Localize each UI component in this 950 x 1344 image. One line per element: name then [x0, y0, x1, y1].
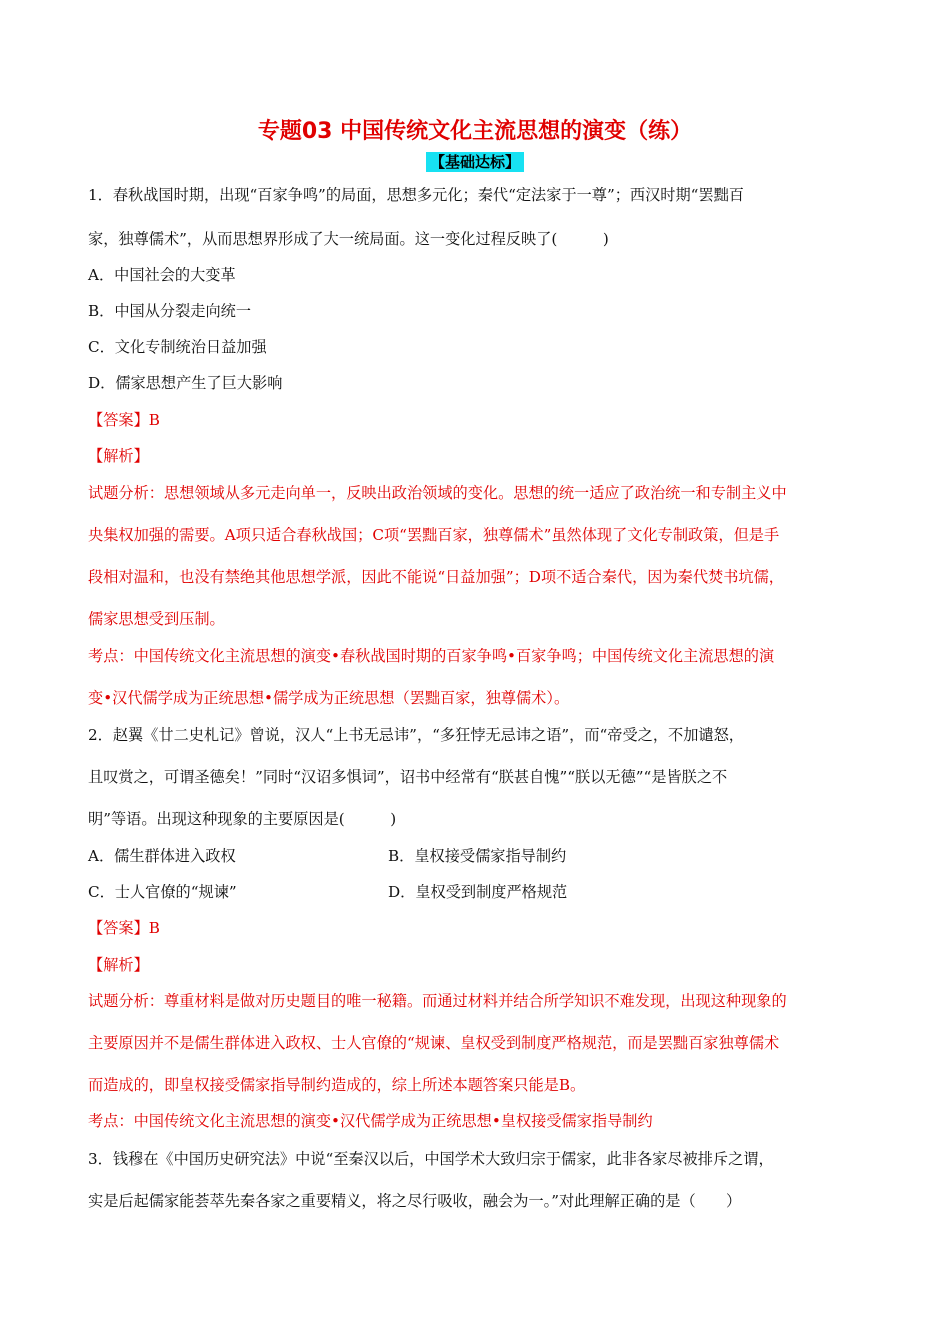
- q2-option-d: D．皇权受到制度严格规范: [388, 883, 568, 901]
- q2-options-row2: [88, 881, 878, 903]
- q1-analysis-line: 段相对温和，也没有禁绝其他思想学派，因此不能说“日益加强”；D项不适合秦代，因为秦代焚书坑儒，: [88, 568, 784, 586]
- q1-answer: 【答案】B: [88, 411, 160, 429]
- q2-stem-line1: 2．赵翼《廿二史札记》曾说，汉人“上书无忌讳”，“多狂悖无忌讳之语”，而“帝受之，不加谴怒，: [88, 726, 744, 744]
- section-label: 【基础达标】: [0, 151, 950, 172]
- q2-answer: 【答案】B: [88, 919, 160, 937]
- q2-options-row1: [88, 845, 878, 867]
- q2-kaodian: 考点：中国传统文化主流思想的演变•汉代儒学成为正统思想•皇权接受儒家指导制约: [88, 1112, 653, 1130]
- q1-analysis-label: 【解析】: [88, 447, 149, 465]
- q2-option-c: C．士人官僚的“规谏”: [88, 883, 237, 901]
- q2-option-a: A．儒生群体进入政权: [88, 847, 236, 865]
- page-title: 专题03 中国传统文化主流思想的演变（练）: [257, 119, 693, 144]
- q1-option-a: A．中国社会的大变革: [88, 266, 236, 284]
- q2-stem-line3: 明”等语。出现这种现象的主要原因是( ): [88, 810, 397, 828]
- q1-stem-line2: 家，独尊儒术”，从而思想界形成了大一统局面。这一变化过程反映了( ): [88, 230, 609, 248]
- q1-analysis-line: 儒家思想受到压制。: [88, 610, 225, 628]
- q1-option-b: B．中国从分裂走向统一: [88, 302, 252, 320]
- q2-option-b: B．皇权接受儒家指导制约: [388, 847, 567, 865]
- q1-kaodian-line: 考点：中国传统文化主流思想的演变•春秋战国时期的百家争鸣•百家争鸣；中国传统文化主流思想的演: [88, 647, 775, 665]
- q2-analysis-line: 试题分析：尊重材料是做对历史题目的唯一秘籍。而通过材料并结合所学知识不难发现，出现这种现象的: [88, 992, 787, 1010]
- q1-option-d: D．儒家思想产生了巨大影响: [88, 374, 283, 392]
- q2-stem-line2: 且叹赏之，可谓圣德矣！”同时“汉诏多惧词”，诏书中经常有“朕甚自愧”“朕以无德”“是皆朕之不: [88, 768, 728, 786]
- q2-analysis-line: 主要原因并不是儒生群体进入政权、士人官僚的“规谏、皇权受到制度严格规范，而是罢黜百家独尊儒术: [88, 1034, 780, 1052]
- q1-stem-line1: 1．春秋战国时期，出现“百家争鸣”的局面，思想多元化；秦代“定法家于一尊”；西汉时期“罢黜百: [88, 186, 744, 204]
- q1-option-c: C．文化专制统治日益加强: [88, 338, 267, 356]
- q1-kaodian-line: 变•汉代儒学成为正统思想•儒学成为正统思想（罢黜百家，独尊儒术）。: [88, 689, 570, 707]
- q3-stem-line2: 实是后起儒家能荟萃先秦各家之重要精义，将之尽行吸收，融会为一。”对此理解正确的是（ ）: [88, 1192, 742, 1210]
- q2-analysis-line: 而造成的，即皇权接受儒家指导制约造成的，综上所述本题答案只能是B。: [88, 1076, 586, 1094]
- q1-analysis-line: 央集权加强的需要。A项只适合春秋战国；C项“罢黜百家，独尊儒术”虽然体现了文化专制政策，但是手: [88, 526, 780, 544]
- q2-analysis-label: 【解析】: [88, 956, 149, 974]
- q3-stem-line1: 3．钱穆在《中国历史研究法》中说“至秦汉以后，中国学术大致归宗于儒家，此非各家尽被排斥之谓，: [88, 1150, 774, 1168]
- q1-analysis-line: 试题分析：思想领域从多元走向单一，反映出政治领域的变化。思想的统一适应了政治统一和专制主义中: [88, 484, 787, 502]
